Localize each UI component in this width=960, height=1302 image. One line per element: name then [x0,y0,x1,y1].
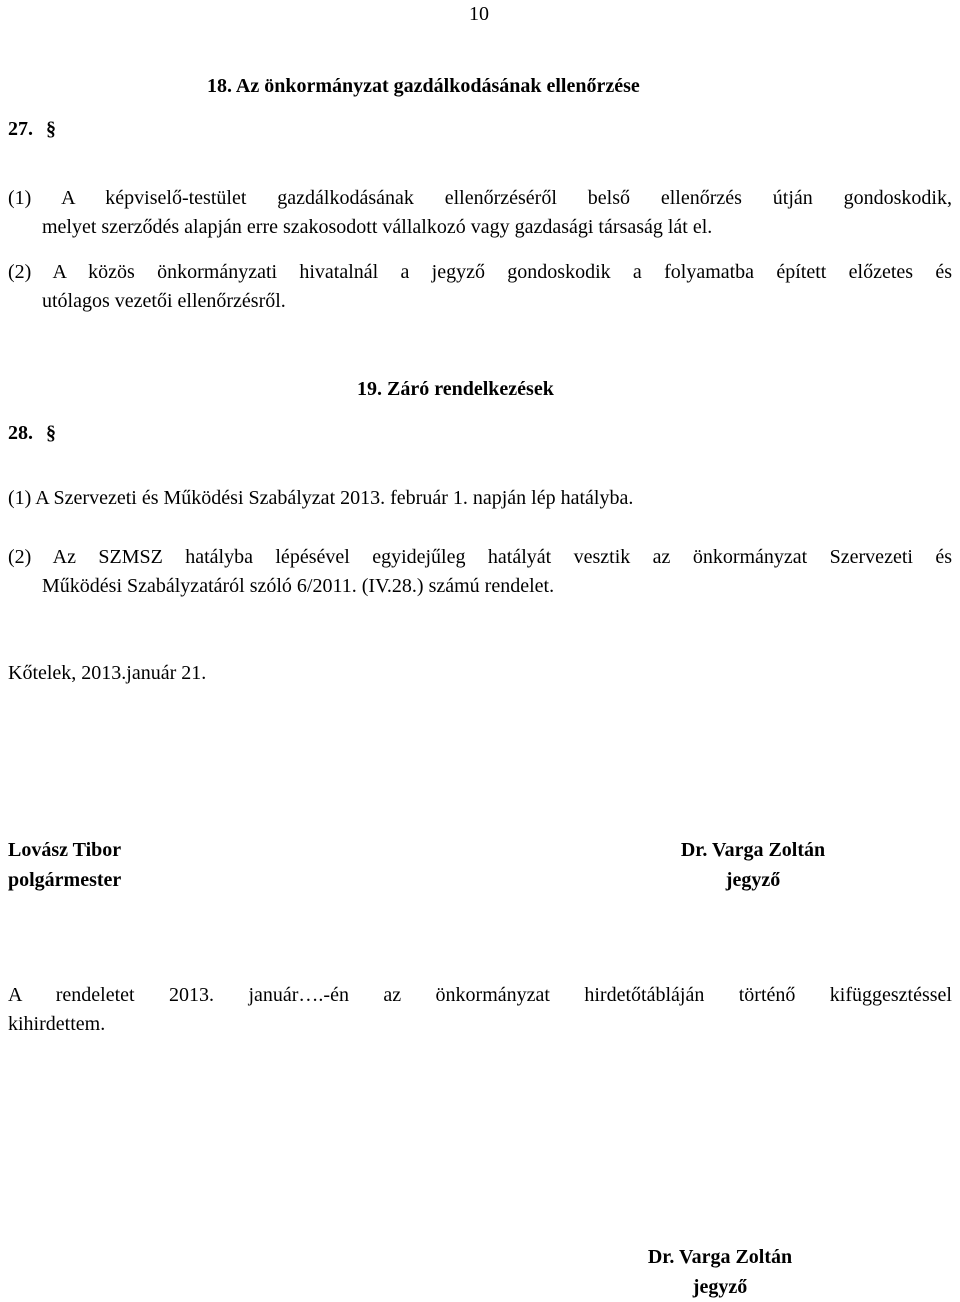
mayor-signature-block [8,835,121,895]
announcement-line: A rendeletet 2013. január….-én az önkormányzat hirdetőtábláján történő kifüggesztéssel [8,984,952,1006]
section-sign: § [46,422,56,444]
section-19-paragraph-2 [8,543,952,601]
notary-name: Dr. Varga Zoltán [680,839,826,861]
paragraph-line: (1) A képviselő-testület gazdálkodásának ellenőrzéséről belső ellenőrzés útján gondoskodik, [8,187,952,209]
final-signature-block [626,1242,814,1302]
announcement-line: kihirdettem. [8,1013,106,1035]
final-signature-name: Dr. Varga Zoltán [647,1246,793,1268]
section-19-title: 19. Záró rendelkezések [357,378,554,400]
page-number: 10 [469,3,489,25]
section-18-paragraph-2 [8,258,952,316]
section-19-paragraph-1: (1) A Szervezeti és Működési Szabályzat 2013. február 1. napján lép hatályba. [8,487,634,509]
notary-signature-block [659,835,847,895]
paragraph-number: 27. [8,118,33,140]
paragraph-line: (2) A közös önkormányzati hivatalnál a jegyző gondoskodik a folyamatba épített előzetes és [8,261,952,283]
announcement [8,981,952,1039]
section-27-number [8,117,56,141]
paragraph-line: utólagos vezetői ellenőrzésről. [42,290,286,312]
notary-title: jegyző [725,869,781,891]
mayor-title: polgármester [8,869,122,891]
mayor-name: Lovász Tibor [8,839,122,861]
section-sign: § [46,118,56,140]
paragraph-line: melyet szerződés alapján erre szakosodott vállalkozó vagy gazdasági társaság lát el. [42,216,713,238]
paragraph-number: 28. [8,422,33,444]
final-signature-title: jegyző [692,1276,748,1298]
section-18-title: 18. Az önkormányzat gazdálkodásának ellenőrzése [207,75,640,97]
place-date: Kőtelek, 2013.január 21. [8,662,207,684]
section-18-paragraph-1 [8,184,952,242]
section-28-number [8,421,56,445]
paragraph-line: (2) Az SZMSZ hatályba lépésével egyidejűleg hatályát vesztik az önkormányzat Szervezeti és [8,546,952,568]
paragraph-line: Működési Szabályzatáról szóló 6/2011. (IV.28.) számú rendelet. [42,575,555,597]
